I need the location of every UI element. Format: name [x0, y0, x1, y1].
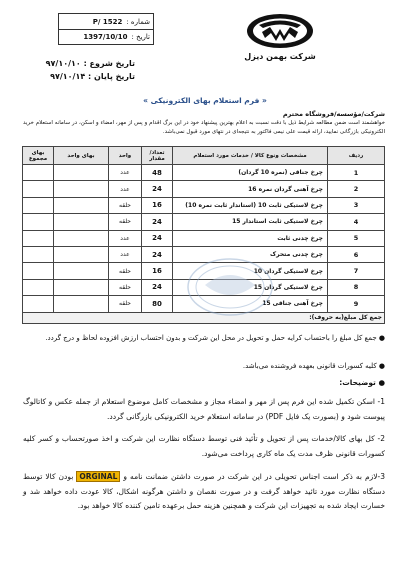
note-3-start: 3-لازم به ذکر است اجناس تحویلی در این شرکت در صورت داشتن ضمانت نامه و	[123, 472, 385, 481]
note-1: 1- اسکن تکمیل شده این فرم پس از مهر و امضاء مجاز و مشخصات کامل موضوع استعلام از جمله عکس و کاتالوگ پیوست شود و (بصورت یک فایل PDF) در سامانه استعلام خرید الکترونیکی بازرگانی گردد.	[23, 397, 385, 421]
row-number-cell: 2	[328, 181, 385, 197]
bullet-1-text: جمع کل مبلغ را باحتساب کرایه حمل و تحویل در محل این شرکت و بدون احتساب ارزش افزوده لحاظ و درج گردد.	[45, 334, 377, 342]
total-row	[23, 312, 385, 323]
col-header-unit: واحد	[109, 147, 142, 165]
unit-price-cell	[54, 246, 109, 262]
quantity-cell: 16	[142, 197, 173, 213]
quantity-cell: 16	[142, 263, 173, 279]
unit-cell: حلقه	[109, 197, 142, 213]
unit-cell: حلقه	[109, 214, 142, 230]
total-price-cell	[23, 263, 54, 279]
description-cell: چرخ جناقی (نمره 10 گردان)	[173, 165, 328, 181]
quantity-cell: 80	[142, 296, 173, 312]
form-title: « فرم استعلام بهای الکترونیکی »	[143, 96, 267, 105]
col-header-quantity: تعداد/مقدار	[142, 147, 173, 165]
row-number-cell: 3	[328, 197, 385, 213]
table-row	[23, 214, 385, 230]
unit-cell: حلقه	[109, 263, 142, 279]
description-cell: چرخ آهنی جناقی 15	[173, 296, 328, 312]
quantity-cell: 24	[142, 181, 173, 197]
description-cell: چرخ چدنی ثابت	[173, 230, 328, 246]
greeting: شرکت/مؤسسه/فروشگاه محترم	[282, 110, 385, 118]
date-label: تاریخ :	[131, 33, 150, 41]
schedule-dates	[45, 57, 135, 83]
table-row	[23, 181, 385, 197]
row-number-cell: 8	[328, 279, 385, 295]
unit-price-cell	[54, 279, 109, 295]
date-value: 1397/10/10	[83, 33, 128, 41]
number-label: شماره :	[126, 17, 150, 26]
row-number-cell: 9	[328, 296, 385, 312]
table-row	[23, 279, 385, 295]
unit-price-cell	[54, 230, 109, 246]
notes-heading	[339, 378, 385, 387]
total-price-cell	[23, 279, 54, 295]
unit-cell: عدد	[109, 230, 142, 246]
notes-heading-text: توضیحات:	[339, 378, 376, 387]
description-cell: چرخ آهنی گردان نمره 16	[173, 181, 328, 197]
total-price-cell	[23, 165, 54, 181]
description-cell: چرخ لاستیکی گردان 15	[173, 279, 328, 295]
total-price-cell	[23, 181, 54, 197]
intro-paragraph: خواهشمند است ضمن مطالعه شرایط ذیل با دقت نسبت به اعلام بهترین پیشنهاد خود در این برگ اقدام و پس از مهر، امضاء و اسکن، در سامانه استعلام خرید الکترونیکی بازرگانی نمایید، ارائه قیمت علی‌ نیمی فاکتور به نتیجه‌ای در نتهای مورد قبول نمی‌باشد.	[23, 120, 385, 135]
number-value: P/ 1522	[92, 17, 123, 26]
total-price-cell	[23, 214, 54, 230]
company-name: شرکت بهمن دیزل	[244, 52, 316, 61]
col-header-description: مشخصات ونوع کالا / خدمات مورد استعلام	[173, 147, 328, 165]
total-price-cell	[23, 246, 54, 262]
total-price-cell	[23, 230, 54, 246]
description-cell: چرخ چدنی متحرک	[173, 246, 328, 262]
company-logo	[238, 12, 322, 70]
unit-price-cell	[54, 197, 109, 213]
quantity-cell: 24	[142, 279, 173, 295]
quantity-cell: 24	[142, 230, 173, 246]
quantity-cell: 48	[142, 165, 173, 181]
row-number-cell: 6	[328, 246, 385, 262]
table-row	[23, 246, 385, 262]
bullet-dot-icon: ●	[375, 378, 385, 387]
quantity-cell: 24	[142, 214, 173, 230]
table-header-row	[23, 147, 385, 165]
table-row	[23, 263, 385, 279]
unit-price-cell	[54, 296, 109, 312]
unit-cell: عدد	[109, 165, 142, 181]
bullet-2	[23, 360, 385, 373]
description-cell: چرخ لاستیکی گردان 10	[173, 263, 328, 279]
bahman-diesel-logo-icon	[245, 12, 315, 50]
total-price-cell	[23, 296, 54, 312]
unit-price-cell	[54, 214, 109, 230]
col-header-unit-price: بهای واحد	[54, 147, 109, 165]
table-row	[23, 296, 385, 312]
table-row	[23, 197, 385, 213]
unit-price-cell	[54, 181, 109, 197]
unit-cell: حلقه	[109, 296, 142, 312]
unit-price-cell	[54, 263, 109, 279]
row-number-cell: 7	[328, 263, 385, 279]
row-number-cell: 5	[328, 230, 385, 246]
number-row	[59, 14, 153, 29]
description-cell: چرخ لاستیکی ثابت استاندار 15	[173, 214, 328, 230]
col-header-row-number: ردیف	[328, 147, 385, 165]
quantity-cell: 24	[142, 246, 173, 262]
table-row	[23, 165, 385, 181]
bullet-dot-icon: ●	[376, 334, 385, 342]
bullet-dot-icon: ●	[376, 362, 385, 370]
bullet-1	[23, 332, 385, 345]
bullet-2-text: کلیه کسورات قانونی بعهده فروشنده می‌باشد.	[242, 362, 377, 370]
unit-price-cell	[54, 165, 109, 181]
unit-cell: حلقه	[109, 279, 142, 295]
reference-box	[58, 13, 154, 45]
original-highlight: ORGINAL	[76, 471, 120, 482]
col-header-total-price: بهای مجموع	[23, 147, 54, 165]
description-cell: چرخ لاستیکی ثابت 10 (استاندار ثابت نمره 10)	[173, 197, 328, 213]
note-3	[23, 470, 385, 514]
row-number-cell: 4	[328, 214, 385, 230]
date-row	[59, 29, 153, 44]
unit-cell: عدد	[109, 246, 142, 262]
start-date: تاریخ شروع : ۹۷/۱۰/۱۰	[45, 59, 135, 68]
row-number-cell: 1	[328, 165, 385, 181]
total-price-cell	[23, 197, 54, 213]
note-2: 2- کل بهای کالا/خدمات پس از تحویل و تأئید فنی توسط دستگاه نظارت این شرکت و اخذ صورتحساب و کسر کلیه کسورات قانونی ظرف مدت یک ماه کاری پرداخت می‌شود.	[23, 434, 385, 458]
end-date: تاریخ پایان : ۹۷/۱۰/۱۴	[50, 72, 135, 81]
items-table	[22, 146, 385, 324]
table-row	[23, 230, 385, 246]
total-label: جمع کل مبلغ(به حروف):	[23, 312, 385, 323]
note-3-end: بودن کالا توسط دستگاه نظارت مورد تائید خواهد گرفت و در صورت نقصان و داشتن هرگونه اشکال، کالا عودت داده خواهد شد و خسارت ایجاد شده به تجهیزات این شرکت و همچنین هزینه حمل برعهده تامین کننده کالا خواهد بود.	[23, 472, 385, 510]
unit-cell: عدد	[109, 181, 142, 197]
